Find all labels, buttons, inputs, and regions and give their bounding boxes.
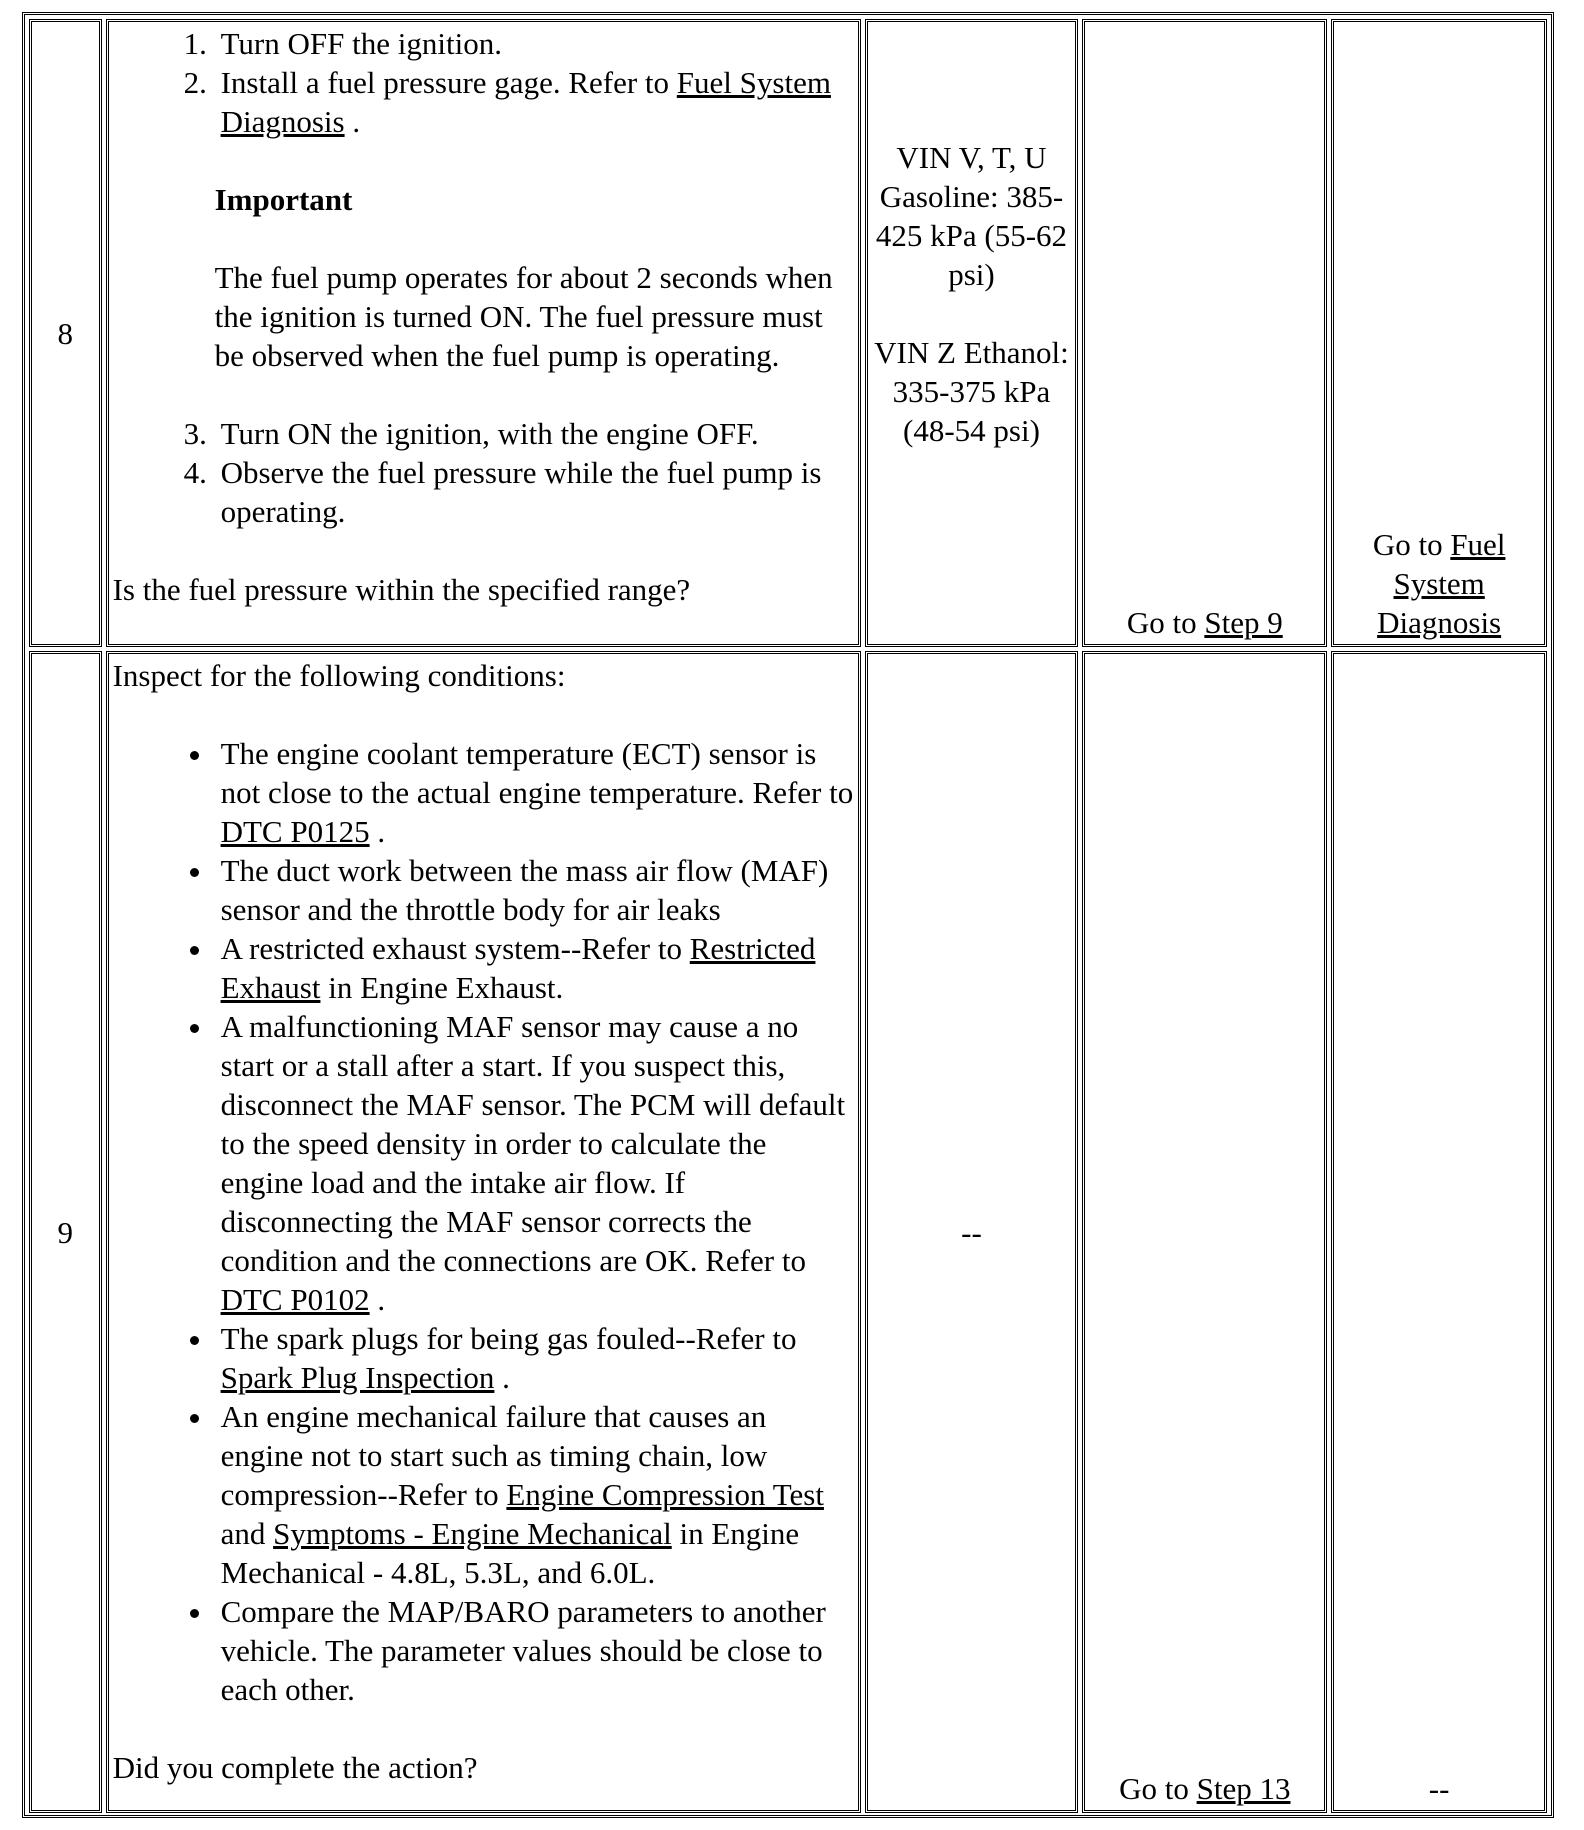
value-text: -- [961, 1214, 982, 1250]
fuel-system-diagnosis-link-no[interactable]: Fuel System Diagnosis [1377, 527, 1506, 640]
list-item [215, 929, 854, 1007]
list-item-text: in Engine Mechanical - 4.8L, 5.3L, and 6.0L. [220, 1516, 800, 1590]
step-13-link[interactable]: Step 13 [1196, 1771, 1291, 1806]
symptoms-engine-mechanical-link[interactable]: Symptoms - Engine Mechanical [273, 1516, 672, 1551]
step-number: 8 [57, 315, 74, 351]
list-item-text: A restricted exhaust system--Refer to [220, 931, 690, 966]
spacer [113, 1709, 854, 1748]
diagnostic-table [25, 15, 1551, 1817]
list-item [215, 24, 854, 63]
list-item-text: An engine mechanical failure that causes an engine not to start such as timing chain, low compression--Refer to [220, 1399, 768, 1512]
list-item [215, 851, 854, 929]
table-row-step-9 [29, 651, 1547, 1813]
list-item [215, 63, 854, 141]
spacer [872, 294, 1072, 333]
yes-text: Go to [1126, 605, 1205, 640]
restricted-exhaust-link[interactable]: Restricted Exhaust [220, 931, 816, 1005]
table-row-step-8 [29, 19, 1547, 647]
question-text: Did you complete the action? [112, 1750, 478, 1785]
list-item [215, 1007, 854, 1319]
important-body: The fuel pump operates for about 2 seconds when the ignition is turned ON. The fuel pressure must be observed when the fuel pump is operating. [214, 260, 833, 373]
yes-text: Go to [1119, 1771, 1197, 1806]
conditions-list [113, 734, 854, 1709]
dtc-p0125-link[interactable]: DTC P0125 [220, 814, 370, 849]
list-item-text: Install a fuel pressure gage. Refer to [220, 65, 677, 100]
list-item [215, 414, 854, 453]
no-text: -- [1428, 1771, 1450, 1806]
list-item-text: Turn OFF the ignition. [220, 26, 502, 61]
list-item [215, 1319, 854, 1397]
list-item-text: Compare the MAP/BARO parameters to another vehicle. The parameter values should be close to each other. [220, 1594, 826, 1707]
yes-cell [1082, 19, 1327, 647]
value-cell [865, 651, 1079, 1813]
action-list-b [113, 414, 854, 531]
action-cell [106, 651, 861, 1813]
step-number: 9 [57, 1214, 74, 1250]
spacer [113, 375, 854, 414]
action-cell [106, 19, 861, 647]
value-cell [865, 19, 1079, 647]
spec-ethanol: VIN Z Ethanol: 335-375 kPa (48-54 psi) [874, 335, 1069, 448]
list-item-text: A malfunctioning MAF sensor may cause a no start or a stall after a start. If you suspect this, disconnect the MAF sensor. The PCM will default to the speed density in order to calculate the engine load and the intake air flow. If disconnecting the MAF sensor corrects the condition and the connections are OK. Refer to [220, 1009, 846, 1278]
dtc-p0102-link[interactable]: DTC P0102 [220, 1282, 370, 1317]
list-item-text: . [494, 1360, 510, 1395]
spark-plug-inspection-link[interactable]: Spark Plug Inspection [220, 1360, 495, 1395]
important-note [113, 180, 854, 375]
diagnostic-table-frame [22, 12, 1554, 1818]
yes-cell [1082, 651, 1327, 1813]
question-text: Is the fuel pressure within the specified range? [112, 572, 691, 607]
no-cell [1331, 651, 1547, 1813]
inspect-intro: Inspect for the following conditions: [112, 658, 566, 693]
fuel-system-diagnosis-link[interactable]: Fuel System Diagnosis [220, 65, 831, 139]
no-text: Go to [1372, 527, 1451, 562]
spacer [113, 695, 854, 734]
step-9-link[interactable]: Step 9 [1204, 605, 1283, 640]
action-list-a [113, 24, 854, 141]
list-item [215, 1397, 854, 1592]
list-item-text: . [344, 104, 361, 139]
list-item-text: in Engine Exhaust. [320, 970, 564, 1005]
list-item-text: and [220, 1516, 274, 1551]
step-number-cell [29, 651, 102, 1813]
spacer [872, 450, 1072, 528]
list-item [215, 453, 854, 531]
spec-gasoline: VIN V, T, U Gasoline: 385-425 kPa (55-62 psi) [875, 140, 1068, 292]
list-item-text: Observe the fuel pressure while the fuel pump is operating. [220, 455, 822, 529]
spacer [113, 531, 854, 570]
list-item-text: The duct work between the mass air flow (MAF) sensor and the throttle body for air leaks [220, 853, 829, 927]
no-cell [1331, 19, 1547, 647]
list-item-text: . [369, 1282, 386, 1317]
step-number-cell [29, 19, 102, 647]
list-item [215, 734, 854, 851]
list-item-text: The spark plugs for being gas fouled--Refer to [220, 1321, 797, 1356]
important-title: Important [214, 182, 353, 217]
engine-compression-test-link[interactable]: Engine Compression Test [506, 1477, 824, 1512]
list-item-text: The engine coolant temperature (ECT) sensor is not close to the actual engine temperature. Refer to [220, 736, 854, 810]
list-item-text: . [369, 814, 386, 849]
list-item-text: Turn ON the ignition, with the engine OFF. [220, 416, 759, 451]
list-item [215, 1592, 854, 1709]
